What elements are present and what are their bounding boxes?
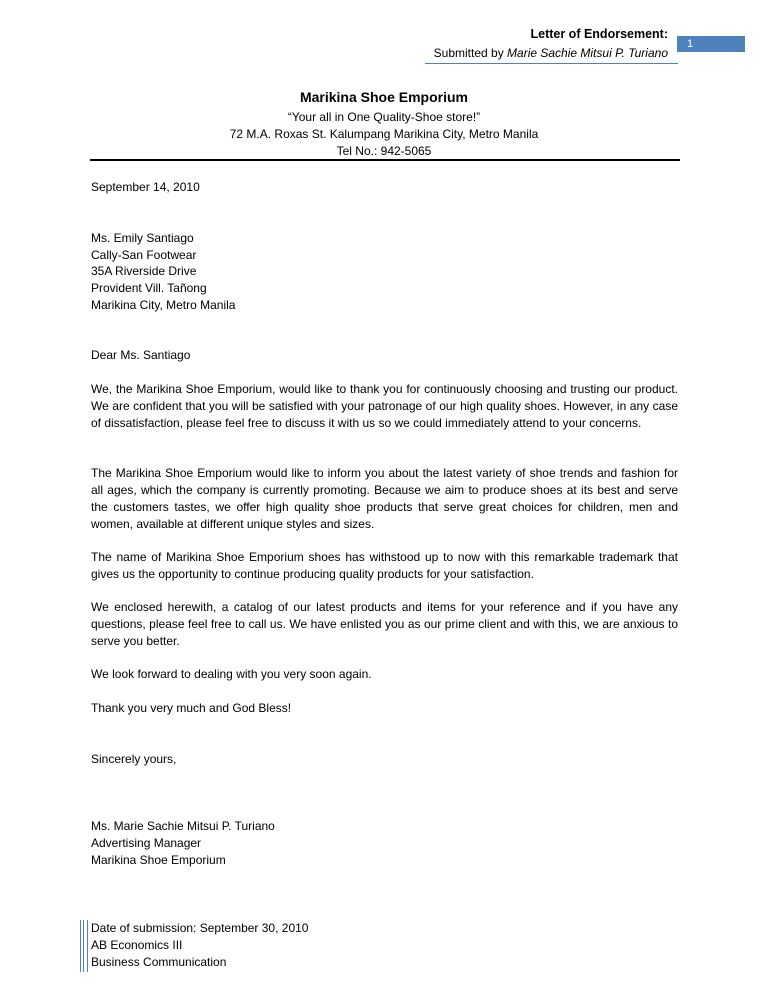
footer-subject: Business Communication — [91, 955, 227, 969]
recipient-name: Ms. Emily Santiago — [91, 231, 194, 245]
closing: Sincerely yours, — [91, 752, 177, 766]
letterhead-tel: Tel No.: 942-5065 — [336, 144, 432, 158]
footer-course: AB Economics III — [91, 938, 183, 952]
header-submitted-by — [434, 46, 668, 60]
footer-submission-date: Date of submission: September 30, 2010 — [91, 921, 309, 935]
signature-name: Ms. Marie Sachie Mitsui P. Turiano — [91, 819, 275, 833]
recipient-street: 35A Riverside Drive — [91, 264, 197, 278]
submitted-prefix: Submitted by — [433, 46, 508, 60]
recipient-city: Marikina City, Metro Manila — [91, 298, 236, 312]
header-divider — [425, 63, 678, 64]
body-paragraph: The Marikina Shoe Emporium would like to inform you about the latest variety of shoe trends and fashion for all ages, which the company is currently promoting. Because we aim to produce shoes at its best and serve the customers tastes, we offer high quality shoe products that serve great choices for children, men and women, available at different unique styles and sizes. — [91, 466, 678, 531]
body-paragraph: We, the Marikina Shoe Emporium, would like to thank you for continuously choosing and trusting our product. We are confident that you will be satisfied with your patronage of our high quality shoes. However, in any case of dissatisfaction, please feel free to discuss it with us so we could immediately attend to your concerns. — [91, 382, 678, 430]
body-paragraph: The name of Marikina Shoe Emporium shoes has withstood up to now with this remarkable trademark that gives us the opportunity to continue producing quality products for your satisfaction. — [91, 550, 678, 581]
letterhead-address: 72 M.A. Roxas St. Kalumpang Marikina City, Metro Manila — [229, 127, 539, 141]
letter-date: September 14, 2010 — [91, 180, 200, 194]
body-paragraph: We look forward to dealing with you very soon again. — [91, 667, 372, 681]
recipient-area: Provident Vill. Tañong — [91, 281, 207, 295]
header-title: Letter of Endorsement: — [530, 27, 668, 41]
letterhead-rule — [90, 159, 680, 161]
recipient-company: Cally-San Footwear — [91, 248, 197, 262]
body-paragraph: We enclosed herewith, a catalog of our latest products and items for your reference and if you have any questions, please feel free to call us. We have enlisted you as our prime client and with this, we are anxious to serve you better. — [91, 600, 678, 648]
body-paragraph: Thank you very much and God Bless! — [91, 701, 292, 715]
salutation: Dear Ms. Santiago — [91, 348, 191, 362]
footer-accent-bars — [80, 920, 88, 972]
letterhead-company: Marikina Shoe Emporium — [299, 89, 469, 105]
signature-title: Advertising Manager — [91, 836, 202, 850]
signature-company: Marikina Shoe Emporium — [91, 853, 226, 867]
submitted-name: Marie Sachie Mitsui P. Turiano — [507, 46, 668, 60]
letterhead-tagline: “Your all in One Quality-Shoe store!” — [287, 110, 481, 124]
page-number-badge: 1 — [677, 36, 745, 52]
